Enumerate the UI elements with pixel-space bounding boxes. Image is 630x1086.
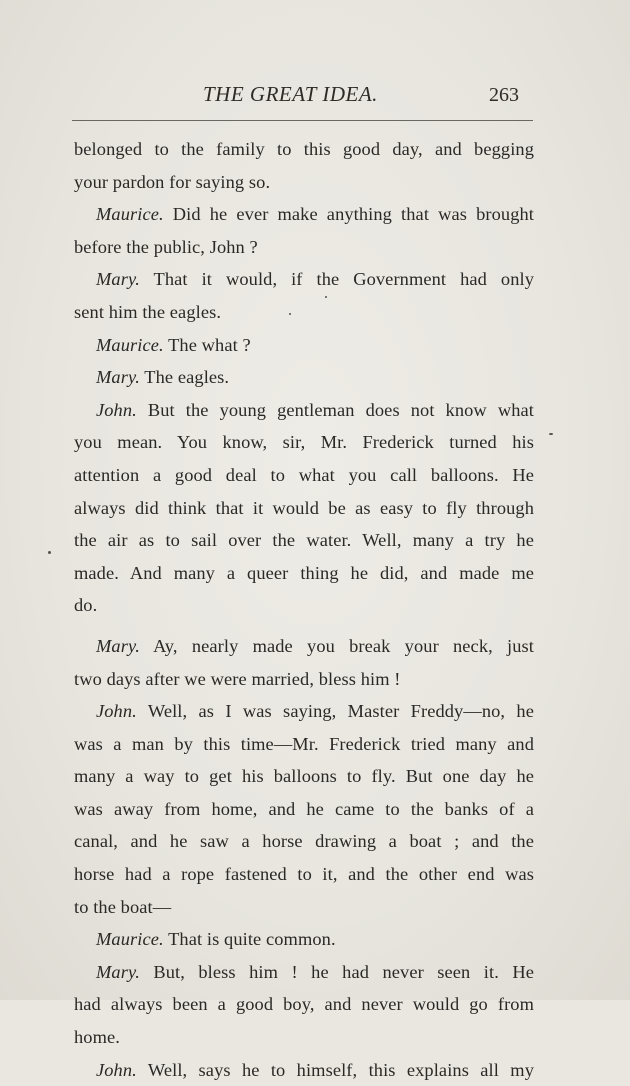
text-line: home. <box>74 1027 120 1048</box>
dialogue-line <box>74 956 534 989</box>
speaker-name: John. <box>96 399 137 420</box>
body-text <box>74 133 534 1086</box>
ink-speck <box>325 296 327 298</box>
line-text: But, bless him ! he had never seen it. He <box>139 961 534 982</box>
line-text: Well, as I was saying, Master Freddy—no, he <box>136 701 534 722</box>
header-rule <box>72 120 533 121</box>
dialogue-line <box>74 630 534 663</box>
text-line: always did think that it would be as easy to fly through <box>74 497 534 518</box>
text-line: was a man by this time—Mr. Frederick tried many and <box>74 733 534 754</box>
paragraph-gap <box>74 622 534 630</box>
text-line: two days after we were married, bless him ! <box>74 668 401 689</box>
dialogue-line <box>74 1054 534 1086</box>
line-text: Well, says he to himself, this explains all my <box>136 1059 534 1080</box>
text-line: canal, and he saw a horse drawing a boat ; and the <box>74 831 534 852</box>
dialogue-line <box>74 923 534 956</box>
text-line: made. And many a queer thing he did, and made me <box>74 562 534 583</box>
line-text: That is quite common. <box>163 929 336 950</box>
page-number: 263 <box>489 84 519 106</box>
dialogue-line <box>74 198 534 231</box>
speaker-name: Mary. <box>96 961 140 982</box>
text-line: attention a good deal to what you call balloons. He <box>74 464 534 485</box>
text-line: had always been a good boy, and never would go from <box>74 994 534 1015</box>
text-line: do. <box>74 595 98 616</box>
ink-speck <box>48 551 51 554</box>
running-head-title: THE GREAT IDEA. <box>203 82 378 106</box>
line-text: The eagles. <box>139 367 230 388</box>
running-head <box>0 82 630 112</box>
text-line: belonged to the family to this good day, and begging <box>74 139 534 159</box>
text-line: many a way to get his balloons to fly. But one day he <box>74 766 534 787</box>
text-line: before the public, John ? <box>74 236 258 257</box>
text-line: horse had a rope fastened to it, and the other end was <box>74 864 534 885</box>
line-text: Ay, nearly made you break your neck, just <box>139 635 534 656</box>
speaker-name: Maurice. <box>96 204 164 225</box>
line-text: But the young gentleman does not know what <box>136 399 534 420</box>
speaker-name: Mary. <box>96 367 140 388</box>
dialogue-line <box>74 263 534 296</box>
speaker-name: Mary. <box>96 269 140 290</box>
dialogue-line <box>74 329 534 362</box>
text-line: to the boat— <box>74 896 172 917</box>
text-line: your pardon for saying so. <box>74 171 271 192</box>
ink-speck <box>549 433 553 435</box>
dialogue-line <box>74 695 534 728</box>
speaker-name: John. <box>96 1059 137 1080</box>
ink-speck <box>289 313 291 315</box>
speaker-name: Maurice. <box>96 334 164 355</box>
speaker-name: Maurice. <box>96 929 164 950</box>
dialogue-line <box>74 361 534 394</box>
text-line: sent him the eagles. <box>74 301 222 322</box>
line-text: Did he ever make anything that was brought <box>163 204 534 225</box>
text-line: was away from home, and he came to the banks of a <box>74 798 534 819</box>
text-line: the air as to sail over the water. Well, many a try he <box>74 530 534 551</box>
speaker-name: John. <box>96 701 137 722</box>
speaker-name: Mary. <box>96 635 140 656</box>
line-text: The what ? <box>163 334 251 355</box>
line-text: That it would, if the Government had only <box>139 269 534 290</box>
text-line: you mean. You know, sir, Mr. Frederick turned his <box>74 432 534 453</box>
dialogue-line <box>74 394 534 427</box>
